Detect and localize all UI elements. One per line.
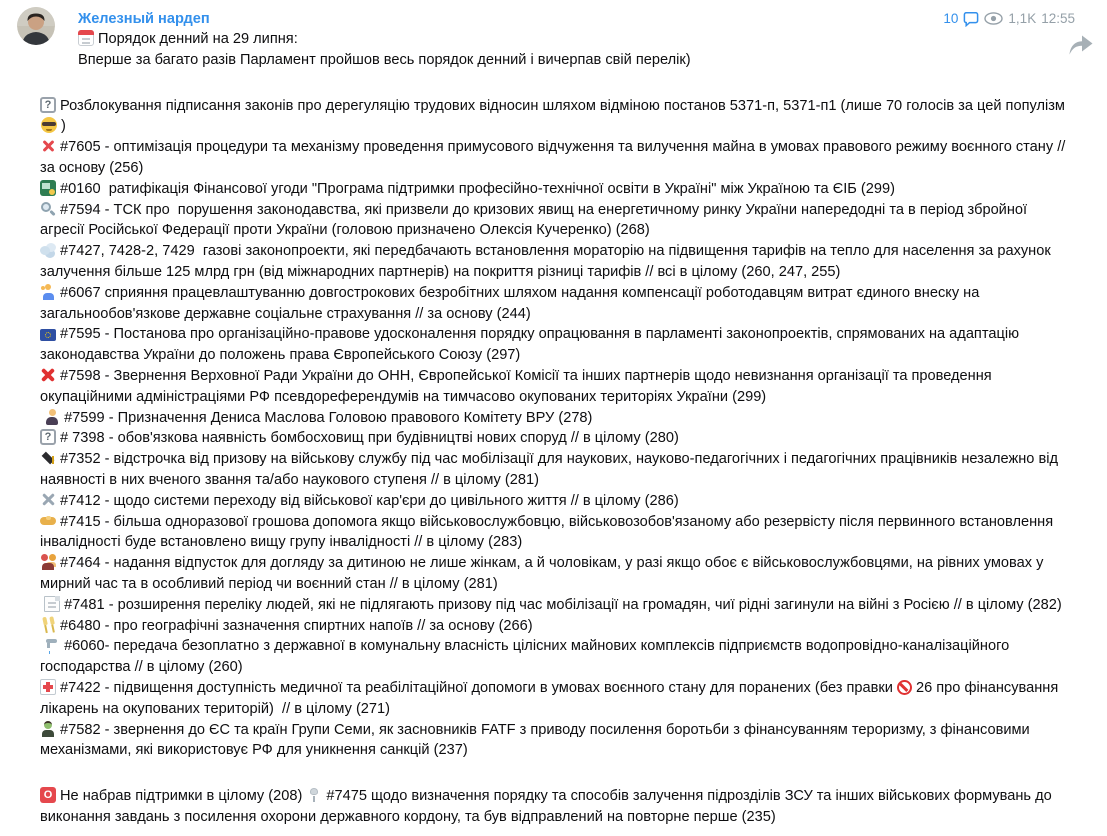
o-button-emoji (40, 787, 56, 803)
text-run: #7415 - більша одноразової грошова допомога якщо військовослужбовцю, військовозобов'язаному або резервісту після первинного встановлення інвалідності буде встановлено вищу групу інвалідності // в цілому (283) (40, 513, 1058, 551)
comment-count[interactable]: 10 (943, 11, 959, 26)
text-run: #7464 - надання відпусток для догляду за дитиною не лише жінкам, а й чоловікам, у разі якщо обоє є військовослужбовцями, на рівних умовах у мирний час та в особливий період чи воєнний стан // в цілому (281) (40, 555, 1048, 592)
message-line (40, 241, 1072, 283)
page-emoji (44, 596, 60, 612)
share-arrow-icon (1068, 34, 1094, 56)
text-run: #6060- передача безоплатно з державної в комунальну власність цілісних майнових комплексів підприємств водопровідно-каналізаційного господарства // в цілому (260) (40, 638, 1014, 676)
share-button[interactable] (1068, 34, 1094, 56)
post-header (40, 8, 1075, 29)
message-line (40, 512, 1072, 554)
text-run: #7412 - щодо системи переходу від військової кар'єри до цивільного життя // в цілому (286) (60, 492, 679, 509)
message-text (40, 29, 1072, 828)
message-line (40, 449, 1072, 491)
teacher-emoji (40, 180, 56, 196)
text-run: 26 про фінансування лікарень на окупованих територій) // в цілому (271) (40, 679, 1063, 717)
message-line (40, 616, 1072, 637)
sunglasses-emoji (41, 117, 57, 133)
text-run: #7599 - Призначення Дениса Маслова Головою правового Комітету ВРУ (278) (64, 409, 593, 426)
glasses-emoji (40, 617, 56, 633)
text-run: #7475 щодо визначення порядку та способів залучення підрозділів ЗСУ та інших військових формувань до виконання завдань з посилення охорони державного кордону, та був відправлений на повторне перше (235) (40, 788, 1056, 825)
grad-cap-emoji (40, 450, 56, 466)
text-run: #7582 - звернення до ЄС та країн Групи Семи, як засновників FATF з приводу посилення боротьби з фінансуванням тероризму, з фінансовими механізмами, які використовує РФ для уникнення санкцій (237) (40, 721, 1034, 759)
judge-emoji (44, 409, 60, 425)
message-line (40, 50, 1072, 71)
text-run: ) (61, 118, 66, 135)
message-line (40, 200, 1072, 242)
hand-raised-emoji (40, 284, 56, 300)
no-entry-emoji (897, 680, 912, 695)
channel-name[interactable]: Железный нардеп (78, 11, 210, 27)
text-run: Порядок денний на 29 липня: (98, 31, 298, 47)
text-run: #6067 сприяння працевлаштуванню довгострокових безробітних шляхом надання компенсації роботодавцям витрат єдиного внеску на загальнообов'язкове державне соціальне страхування // за основу (244) (40, 284, 984, 322)
message-line (40, 366, 1072, 408)
message-line (40, 636, 1072, 678)
question-box-emoji (40, 429, 56, 445)
message-line (40, 179, 1072, 200)
comment-icon[interactable] (963, 11, 979, 27)
pushpin-emoji (306, 787, 322, 803)
message-line (40, 324, 1072, 366)
text-run: #7481 - розширення переліку людей, які не підлягають призову під час мобілізації на громадян, чиї рідні загинули на війні з Росією // в цілому (282) (64, 596, 1062, 613)
paragraph (40, 786, 1072, 828)
text-run: Розблокування підписання законів про дерегуляцію трудових відносин шляхом відміною постанов 5371-п, 5371-п1 (лише 70 голосів за цей популізм (60, 97, 1065, 114)
text-run: #0160 ратифікація Фінансової угоди "Програма підтримки професійно-технічної освіти в Україні" між Україною та ЄІБ (299) (60, 180, 895, 197)
message-line (40, 428, 1072, 449)
gas-cloud-emoji (40, 242, 56, 258)
calendar-emoji (78, 30, 94, 46)
zombie-emoji (40, 721, 56, 737)
text-run: # 7398 - обов'язкова наявність бомбосховищ при будівництві нових споруд // в цілому (280) (60, 430, 679, 447)
text-run: #7427, 7428-2, 7429 газові законопроекти, які передбачають встановлення мораторію на підвищення тарифів на тепло для населення за рахунок залучення більше 125 млрд грн (від міжнародних партнерів) на покриття різниці тарифів // всі в цілому (260, 247, 255) (40, 243, 1055, 280)
text-run: #7594 - ТСК про порушення законодавства, які призвели до кризових явищ на енергетичному ринку України напередодні та в період збройної агресії Російської Федерації проти України (головою призначено Олексія Кучеренко) (268) (40, 201, 1032, 239)
post-meta (943, 9, 1075, 28)
message-line (40, 29, 1072, 50)
message-line (40, 553, 1072, 595)
text-run: Вперше за багато разів Парламент пройшов весь порядок денний і вичерпав свій перелік) (78, 51, 691, 68)
message-line (40, 595, 1072, 616)
message-line (40, 720, 1072, 762)
text-run: #7422 - підвищення доступність медичної та реабілітаційної допомоги в умовах воєнного стану для поранених (без правки (60, 679, 897, 696)
text-run: #7352 - відстрочка від призову на військову службу під час мобілізації для наукових, науково-педагогічних і педагогічних працівників незалежно від наявності в них вченого звання та/або наукового ступеня // в цілому (281) (40, 451, 1063, 488)
view-count: 1,1K (1008, 11, 1037, 26)
swords-emoji (40, 492, 56, 508)
message-line (40, 678, 1072, 720)
magnifier-emoji (40, 201, 56, 217)
text-run: #6480 - про географічні зазначення спиртних напоїв // за основу (266) (60, 617, 533, 634)
message-line (40, 491, 1072, 512)
text-run: #7605 - оптимізація процедури та механізму проведення примусового відчуження та вилучення майна в умовах правового режиму воєнного стану // за основу (256) (40, 139, 1070, 176)
eu-flag-emoji (40, 329, 56, 341)
hospital-emoji (40, 679, 56, 695)
family-emoji (40, 554, 56, 570)
message-line (40, 283, 1072, 325)
anger-emoji (40, 138, 56, 154)
views-icon (984, 12, 1003, 25)
handshake-emoji (40, 513, 56, 529)
message-line (40, 408, 1072, 429)
message-line (40, 137, 1072, 179)
paragraph (40, 96, 1072, 762)
paragraph (40, 29, 1072, 71)
message-line (40, 96, 1072, 138)
avatar-spacer (40, 8, 78, 70)
text-run: #7598 - Звернення Верховної Ради України до ОНН, Європейської Комісії та інших партнерів щодо невизнання організації та проведення окупаційними адміністраціями РФ псевдореферендумів на тимчасово окупованих територіях України (299) (40, 367, 996, 405)
red-x-emoji (40, 367, 56, 383)
question-box-emoji (40, 97, 56, 113)
text-run: Не набрав підтримки в цілому (208) (60, 788, 307, 805)
post-time: 12:55 (1041, 11, 1075, 26)
water-tap-emoji (44, 637, 60, 653)
text-run: #7595 - Постанова про організаційно-правове удосконалення порядку опрацювання в парламенті законопроектів, спрямованих на адаптацію законодавства України до положень права Європейського Союзу (297) (40, 326, 1024, 364)
message-line (40, 786, 1072, 828)
